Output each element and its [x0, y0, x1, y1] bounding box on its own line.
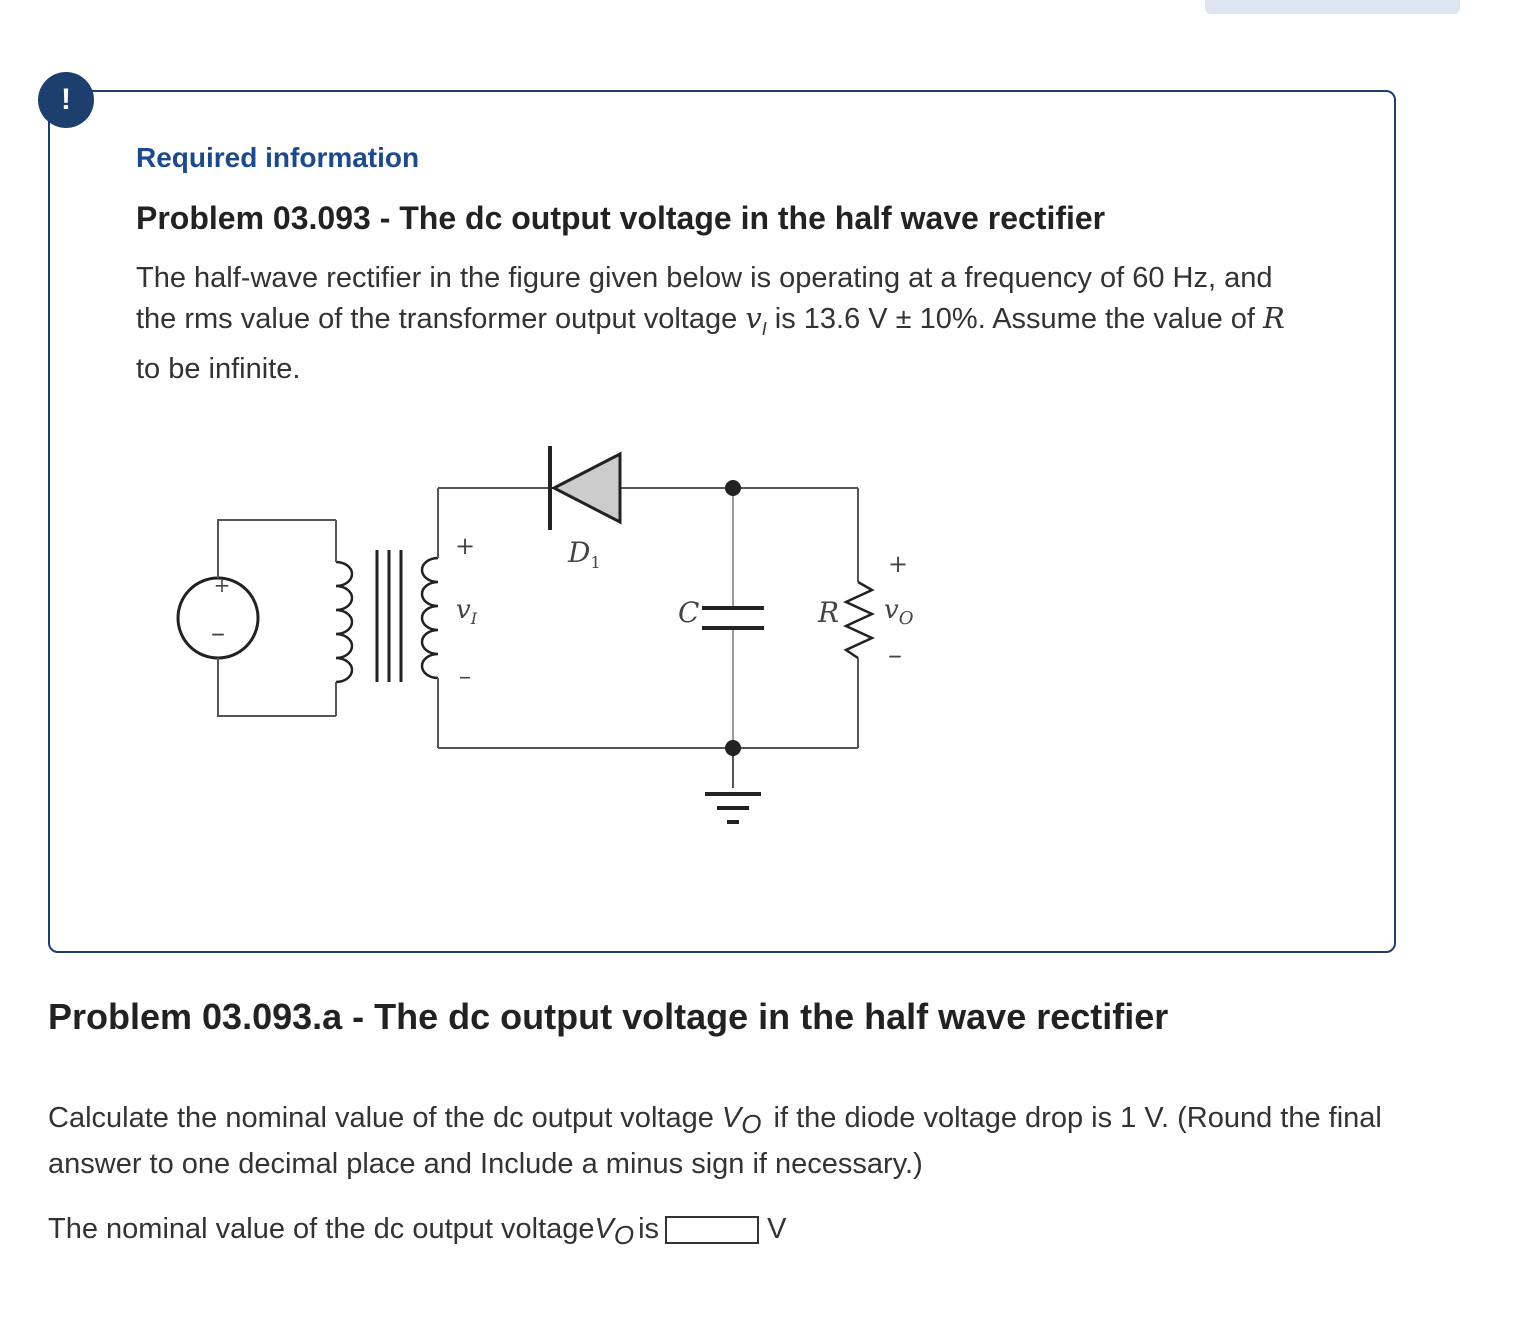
vo-minus-label: – — [888, 638, 902, 671]
required-info-panel — [48, 90, 1396, 953]
rectifier-circuit-diagram — [150, 432, 970, 852]
vi-plus-label: + — [454, 532, 476, 560]
capacitor-icon — [702, 608, 764, 628]
source-plus-label: + — [213, 573, 231, 597]
answer-is: is — [638, 1213, 660, 1245]
vo-label: $v_O$ — [884, 595, 914, 629]
junction-top — [725, 480, 741, 496]
source-minus-label: – — [211, 616, 225, 649]
question-text: Calculate the nominal value of the dc output voltage VO if the diode voltage drop is 1 V. (Round the final answer to one decimal place and Include a minus sign if necessary.) — [48, 1102, 1382, 1180]
required-info-heading: Required information — [136, 142, 420, 173]
primary-coil-icon — [336, 562, 352, 682]
alert-icon: ! — [38, 72, 94, 128]
answer-input[interactable] — [665, 1216, 759, 1244]
part-title: Problem 03.093.a - The dc output voltage in the half wave rectifier — [48, 996, 1169, 1037]
secondary-coil-icon — [422, 558, 438, 678]
vi-label: $v_I$ — [456, 595, 478, 628]
answer-prefix: The nominal value of the dc output voltage — [48, 1213, 595, 1245]
vo-plus-label: + — [888, 550, 909, 578]
top-bar-stub — [1205, 0, 1460, 14]
problem-description: The half-wave rectifier in the figure given below is operating at a frequency of 60 Hz, and the rms value of the transformer output voltage $v_I$ is 13.6 V ± 10%. Assume the value of R to be infinite. — [136, 262, 1285, 385]
junction-bottom — [725, 740, 741, 756]
answer-unit: V — [767, 1213, 787, 1245]
capacitor-label: C — [678, 596, 700, 629]
diode-d1-icon — [550, 446, 620, 530]
ground-icon — [705, 794, 761, 822]
resistor-icon — [846, 582, 872, 658]
answer-v-sub: O — [613, 1220, 635, 1250]
d1-label: $D_1$ — [568, 536, 601, 572]
problem-title: Problem 03.093 - The dc output voltage in the half wave rectifier — [136, 200, 1106, 236]
resistor-label: R — [818, 596, 840, 629]
answer-row — [48, 1213, 787, 1250]
vi-minus-label: – — [459, 662, 471, 690]
answer-v-symbol: V — [594, 1213, 614, 1245]
